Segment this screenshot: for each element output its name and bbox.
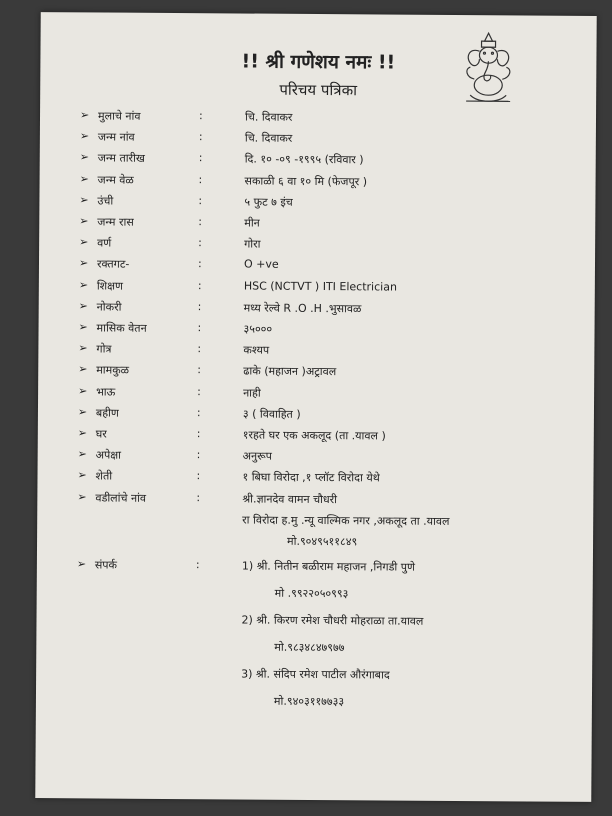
detail-row [39,299,595,323]
detail-row [37,490,593,514]
field-value: सकाळी ६ वा १० मि (फेजपूर ) [244,174,368,188]
field-label: जन्म रास [97,215,134,229]
arrow-bullet-icon: ➢ [78,299,88,313]
ganesha-icon [458,29,519,107]
arrow-bullet-icon: ➢ [77,405,88,419]
contact-name: 3) श्री. संदिप रमेश पाटील औरंगाबाद [241,667,390,682]
field-value: गोरा [244,237,261,251]
arrow-bullet-icon: ➢ [78,320,88,334]
contact-name: 2) श्री. किरण रमेश चौधरी मोहराळा ता.यावल [241,613,424,628]
colon-separator: : [196,405,201,419]
field-value: ३ ( विवाहित ) [242,407,301,421]
colon-separator: : [197,384,201,398]
detail-row [39,256,595,280]
detail-row [38,362,594,386]
field-label: संपर्क [94,558,118,572]
field-value: चि. दिवाकर [244,110,293,124]
detail-row [38,405,594,429]
father-address-line: रा विरोदा ह.मु .न्यू वाल्मिक नगर ,अकलूद ता .यावल [242,513,450,528]
arrow-bullet-icon: ➢ [76,556,87,570]
arrow-bullet-icon: ➢ [78,277,89,291]
field-label: मुलाचे नांव [97,109,141,123]
field-label: जन्म नांव [97,130,135,144]
field-value: कश्यप [243,343,270,357]
detail-row [39,172,595,196]
field-value: मीन [244,216,260,230]
contact-name: 1) श्री. नितीन बळीराम महाजन ,निगडी पुणे [241,559,416,574]
arrow-bullet-icon: ➢ [78,383,88,397]
arrow-bullet-icon: ➢ [79,108,90,122]
colon-separator: : [197,257,202,271]
field-value: १ बिघा विरोदा ,१ प्लॉट विरोदा येथे [242,470,380,485]
document-sheet [35,12,596,802]
field-label: जन्म वेळ [97,173,134,187]
arrow-bullet-icon: ➢ [78,256,89,270]
field-value: श्री.ज्ञानदेव वामन चौधरी [242,492,338,506]
field-value: ३५००० [243,322,273,336]
colon-separator: : [195,557,200,571]
field-value: ५ फुट ७ इंच [244,195,293,209]
arrow-bullet-icon: ➢ [77,468,87,482]
arrow-bullet-icon: ➢ [79,150,90,164]
field-label: उंची [97,194,114,208]
detail-row [37,468,593,492]
colon-separator: : [198,193,203,207]
arrow-bullet-icon: ➢ [78,362,88,376]
colon-separator: : [198,109,203,123]
arrow-bullet-icon: ➢ [79,193,89,207]
field-label: शिक्षण [96,279,124,293]
colon-separator: : [196,469,201,483]
detail-row [38,384,594,408]
arrow-bullet-icon: ➢ [79,171,89,186]
colon-separator: : [196,448,201,462]
detail-row [38,341,594,365]
detail-row [40,129,596,153]
colon-separator: : [197,342,202,356]
arrow-bullet-icon: ➢ [78,341,88,355]
father-address-line: मो.९०४९५११८४९ [287,534,358,548]
colon-separator: : [197,321,202,335]
field-label: गोत्र [96,342,112,356]
colon-separator: : [198,130,203,144]
colon-separator: : [198,215,203,229]
colon-separator: : [198,172,203,186]
contact-phone: मो.९८३४८४७९७७ [274,640,345,654]
field-value: O +ve [243,257,279,272]
colon-separator: : [197,278,202,292]
detail-row [38,426,594,450]
field-value: दि. १० -०९ -१९९५ (रविवार ) [244,152,364,167]
field-label: बहीण [95,406,119,420]
arrow-bullet-icon: ➢ [77,447,87,461]
page-title: !! श्री गणेशय नमः !! [241,50,396,74]
arrow-bullet-icon: ➢ [79,235,89,249]
field-label: मासिक वेतन [96,321,147,335]
detail-row [39,193,595,217]
colon-separator: : [197,299,202,313]
detail-row [39,235,595,259]
field-label: भाऊ [96,385,116,399]
field-value: चि. दिवाकर [244,131,293,146]
colon-separator: : [196,427,201,441]
arrow-bullet-icon: ➢ [79,214,89,228]
field-value: ढाके (महाजन )अट्रावल [243,364,337,379]
contact-phone: मो .९९२२०५०९९३ [274,586,349,600]
field-value: १रहते घर एक अकलूद (ता .यावल ) [242,428,386,443]
detail-row [38,320,594,344]
field-value: अनुरूप [242,449,273,463]
field-label: जन्म तारीख [97,151,145,166]
colon-separator: : [198,151,203,165]
field-label: नोकरी [96,300,122,314]
contact-phone: मो.९४०३११७७३३ [273,694,345,708]
detail-row [39,278,595,302]
colon-separator: : [197,363,202,377]
field-label: शेती [95,469,113,483]
field-value: मध्य रेल्वे R .O .H .भुसावळ [243,301,362,316]
detail-row [39,214,595,238]
field-value: नाही [243,386,261,400]
field-label: वडीलांचे नांव [95,491,147,505]
colon-separator: : [196,490,201,504]
arrow-bullet-icon: ➢ [77,426,88,440]
detail-row [40,108,596,132]
arrow-bullet-icon: ➢ [79,129,90,143]
page-subtitle: परिचय पत्रिका [279,80,358,100]
colon-separator: : [198,236,202,250]
field-label: घर [95,427,107,441]
field-label: रक्तगट- [96,257,130,272]
arrow-bullet-icon: ➢ [77,489,87,503]
field-label: मामकुळ [96,363,130,378]
field-label: अपेक्षा [95,448,122,462]
detail-row [38,447,594,471]
field-label: वर्ण [97,236,112,250]
detail-row [40,150,596,174]
field-value: HSC (NCTVT ) ITI Electrician [243,279,398,294]
